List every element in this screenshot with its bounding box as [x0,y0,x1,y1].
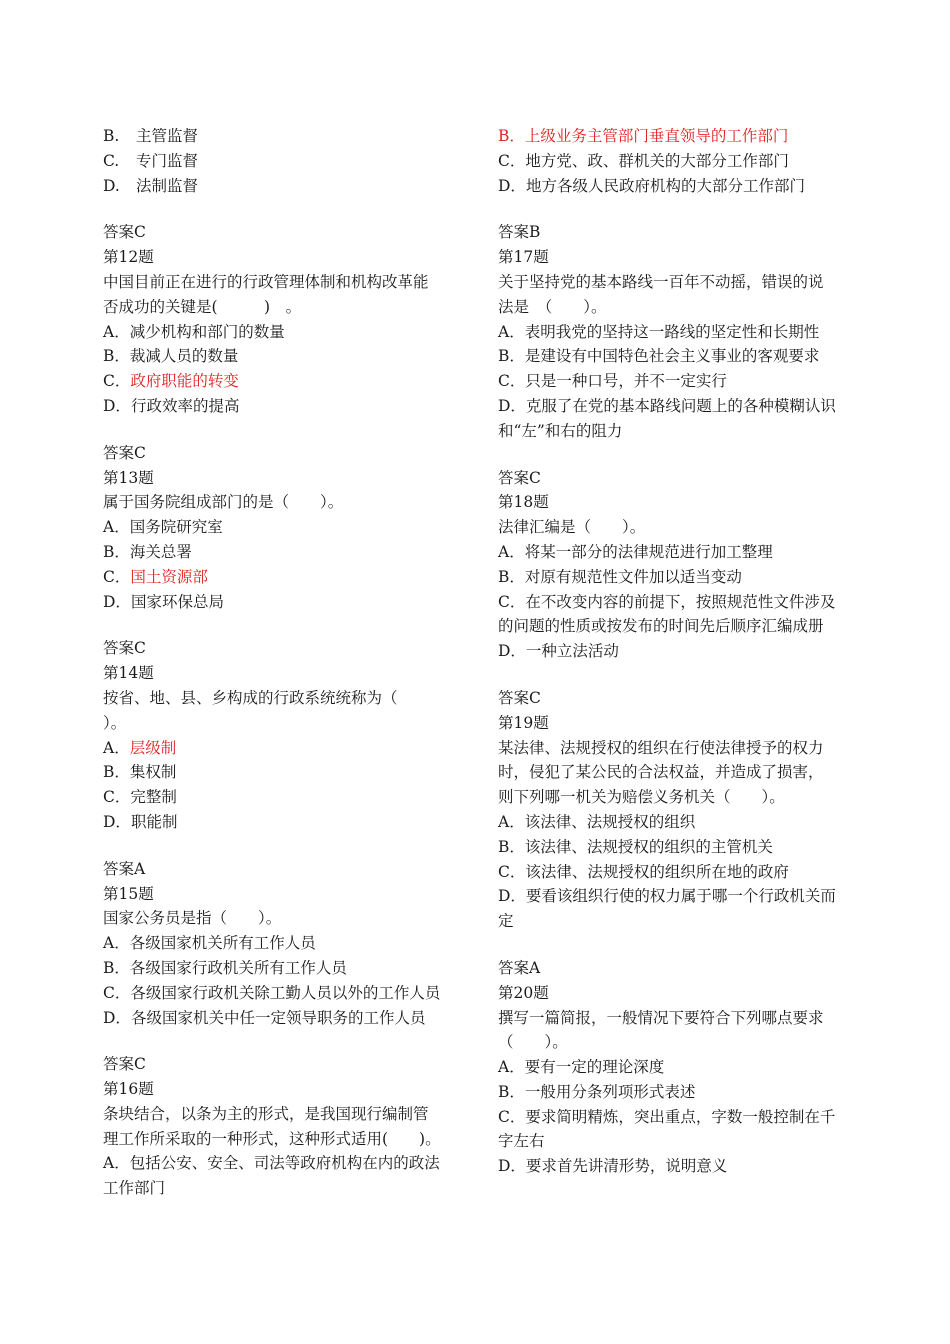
answer: 答案C [498,468,541,487]
option-c: C. 专门监督 [103,151,199,170]
answer: 答案C [498,688,541,707]
answer: 答案A [103,859,146,878]
option-b: B. 主管监督 [103,127,199,145]
answer: 答案B [498,223,541,242]
question-number: 第13题 [103,468,154,487]
option-b: B．海关总署 [103,542,192,561]
option-d: D．要求首先讲清形势，说明意义 [498,1157,728,1176]
option-c-continued: 的问题的性质或按发布的时间先后顺序汇编成册 [498,617,824,636]
question-stem: 法是 （ ）。 [498,297,607,316]
option-a: A．要有一定的理论深度 [498,1058,665,1077]
option-b: B．该法律、法规授权的组织的主管机关 [498,837,773,856]
question-stem: ）。 [103,713,127,732]
option-a: A．该法律、法规授权的组织 [498,812,696,831]
question-number: 第18题 [498,493,549,512]
option-b: B．裁减人员的数量 [103,347,239,366]
question-number: 第14题 [103,664,154,683]
option-d: D．国家环保总局 [103,592,224,611]
option-c: C．该法律、法规授权的组织所在地的政府 [498,862,789,881]
option-c: C．在不改变内容的前提下，按照规范性文件涉及 [498,592,836,611]
left-column [103,124,468,1201]
question-stem: 中国目前正在进行的行政管理体制和机构改革能 [103,272,429,291]
option-c: C．只是一种口号，并不一定实行 [498,372,727,391]
option-c: C．各级国家行政机关除工勤人员以外的工作人员 [103,983,441,1002]
option-b: B．集权制 [103,763,177,782]
option-c: C．地方党、政、群机关的大部分工作部门 [498,151,789,170]
option-b: B．是建设有中国特色社会主义事业的客观要求 [498,347,820,366]
option-a: A．各级国家机关所有工作人员 [103,934,316,953]
option-a-continued: 工作部门 [103,1179,166,1198]
option-d: D. 法制监督 [103,176,199,195]
question-number: 第15题 [103,884,154,903]
question-stem: 某法律、法规授权的组织在行使法律授予的权力 [498,738,824,757]
option-d: D．行政效率的提高 [103,396,240,415]
question-number: 第12题 [103,248,154,267]
question-stem: 条块结合，以条为主的形式，是我国现行编制管 [103,1104,429,1123]
question-stem: 否成功的关键是( ) 。 [103,297,302,316]
option-c: C．要求简明精炼，突出重点，字数一般控制在千 [498,1107,836,1126]
option-c: C．完整制 [103,788,177,807]
question-stem: 则下列哪一机关为赔偿义务机关（ ）。 [498,788,785,807]
question-stem: （ ）。 [498,1033,568,1052]
option-d: D．要看该组织行使的权力属于哪一个行政机关而 [498,887,836,906]
option-a-correct: A．层级制 [103,738,177,757]
option-a: A．国务院研究室 [103,518,223,537]
option-d: D．克服了在党的基本路线问题上的各种模糊认识 [498,396,836,415]
option-a: A．将某一部分的法律规范进行加工整理 [498,542,773,561]
option-b-correct: B．上级业务主管部门垂直领导的工作部门 [498,127,789,145]
q11-options [103,124,468,198]
right-column [498,124,863,1179]
answer: 答案C [103,1055,146,1074]
option-a: A．减少机构和部门的数量 [103,322,285,341]
option-d-continued: 定 [498,912,514,931]
question-stem: 撰写一篇简报，一般情况下要符合下列哪点要求 [498,1008,824,1027]
question-stem: 理工作所采取的一种形式，这种形式适用( )。 [103,1129,441,1148]
question-number: 第20题 [498,983,549,1002]
option-b: B．各级国家行政机关所有工作人员 [103,958,347,977]
answer: 答案C [103,223,146,242]
option-d: D．职能制 [103,812,178,831]
question-stem: 国家公务员是指（ ）。 [103,909,282,928]
question-stem: 时，侵犯了某公民的合法权益，并造成了损害， [498,763,824,782]
answer: 答案C [103,443,146,462]
question-number: 第16题 [103,1080,154,1099]
option-a: A．包括公安、安全、司法等政府机构在内的政法 [103,1154,440,1173]
question-number: 第19题 [498,713,549,732]
option-d: D．地方各级人民政府机构的大部分工作部门 [498,176,805,195]
option-d: D．各级国家机关中任一定领导职务的工作人员 [103,1008,426,1027]
answer: 答案A [498,958,541,977]
option-c-correct: C．国土资源部 [103,567,208,586]
question-number: 第17题 [498,248,549,267]
option-a: A．表明我党的坚持这一路线的坚定性和长期性 [498,322,820,341]
question-stem: 法律汇编是（ ）。 [498,518,646,537]
option-b: B．一般用分条列项形式表述 [498,1082,696,1101]
option-d-continued: 和“左”和右的阻力 [498,421,623,440]
option-d: D．一种立法活动 [498,642,619,661]
answer: 答案C [103,639,146,658]
question-stem: 按省、地、县、乡构成的行政系统统称为（ [103,688,398,707]
option-c-continued: 字左右 [498,1132,545,1151]
option-b: B．对原有规范性文件加以适当变动 [498,567,742,586]
option-c-correct: C．政府职能的转变 [103,372,239,391]
question-stem: 关于坚持党的基本路线一百年不动摇，错误的说 [498,272,824,291]
question-stem: 属于国务院组成部门的是（ ）。 [103,493,344,512]
